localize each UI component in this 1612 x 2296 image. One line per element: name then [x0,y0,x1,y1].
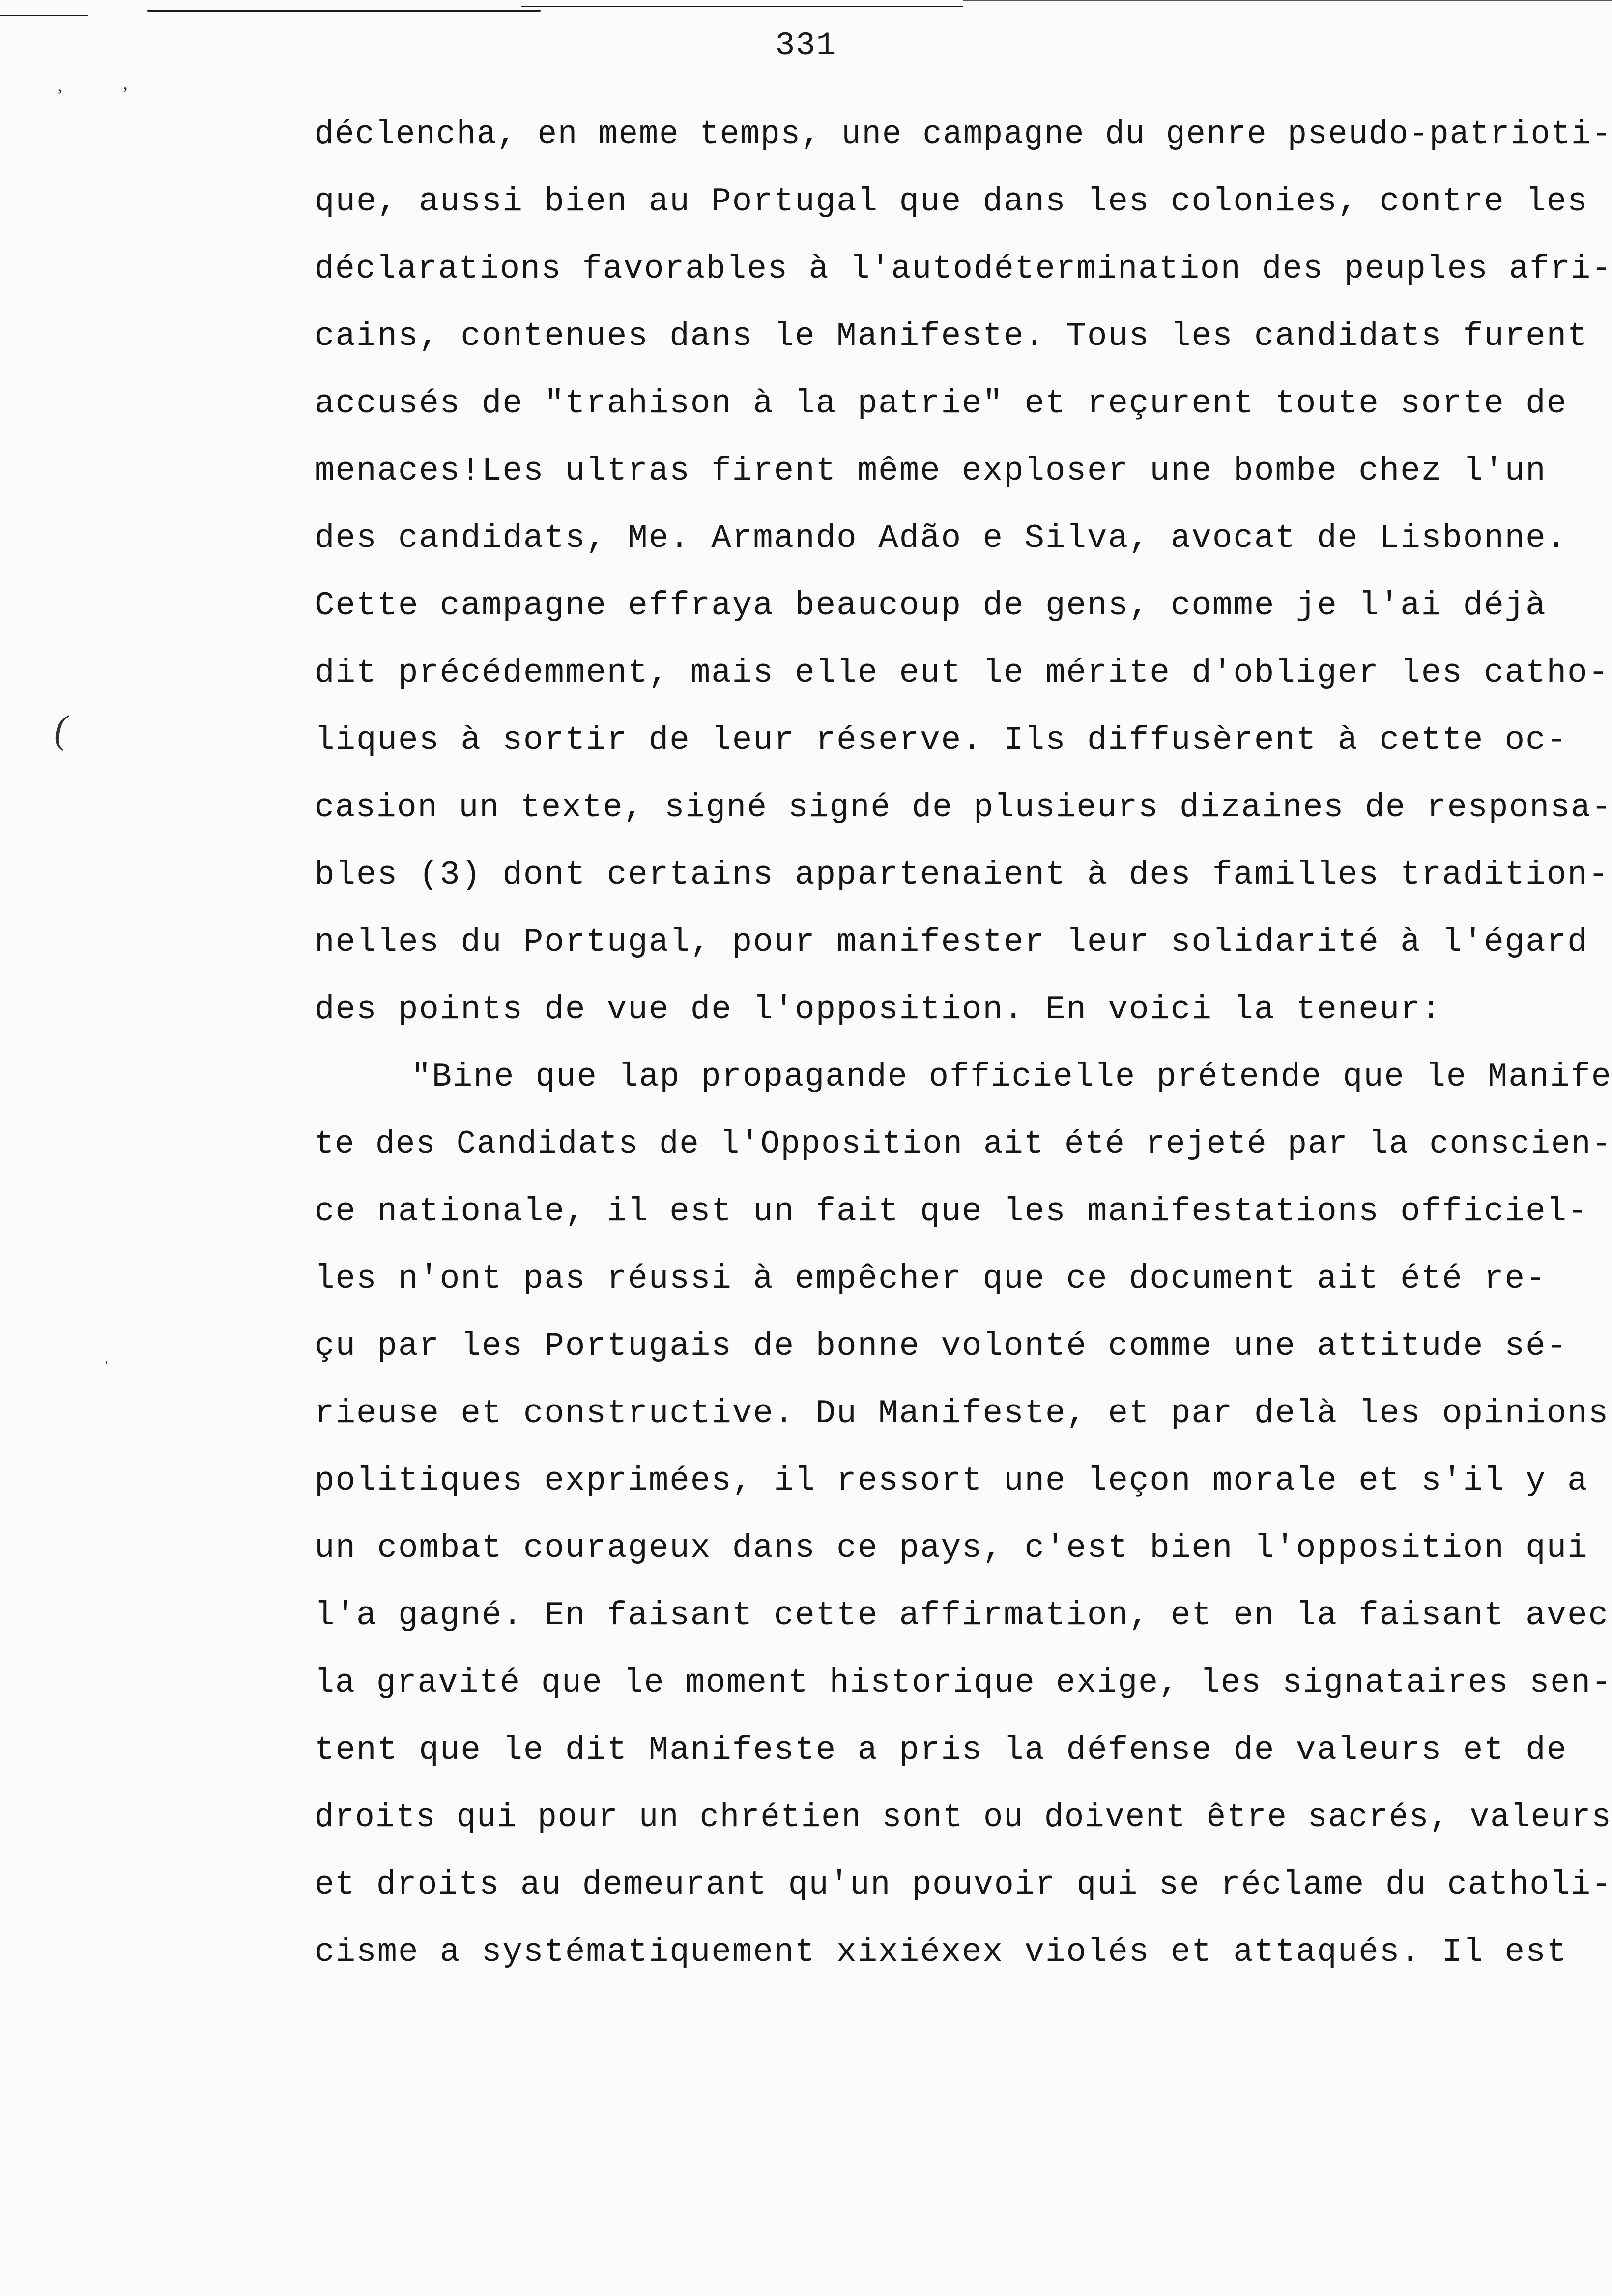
text-line: droits qui pour un chrétien sont ou doivent être sacrés, valeurs [315,1799,1612,1837]
text-line: tent que le dit Manifeste a pris la défense de valeurs et de [315,1731,1568,1769]
text-line: rieuse et constructive. Du Manifeste, et par delà les opinions [315,1395,1610,1433]
text-line: Cette campagne effraya beaucoup de gens, comme je l'ai déjà [315,587,1547,625]
text-line: liques à sortir de leur réserve. Ils diffusèrent à cette oc- [315,721,1568,759]
body-text [315,101,1612,1986]
text-line: les n'ont pas réussi à empêcher que ce document ait été re- [315,1260,1547,1298]
text-line: bles (3) dont certains appartenaient à des familles tradition- [315,856,1610,894]
text-line: te des Candidats de l'Opposition ait été rejeté par la conscien- [315,1125,1612,1163]
paragraph-2-quotation [315,1043,1612,1986]
page-number: 331 [775,27,837,64]
text-line: dit précédemment, mais elle eut le mérite d'obliger les catho- [315,654,1610,692]
text-line: ce nationale, il est un fait que les manifestations officiel- [315,1193,1588,1231]
text-line: çu par les Portugais de bonne volonté comme une attitude sé- [315,1327,1568,1365]
text-line: cains, contenues dans le Manifeste. Tous les candidats furent [315,317,1588,355]
text-line: cisme a systématiquement xixiéxex violés et attaqués. Il est [315,1933,1568,1971]
text-line: que, aussi bien au Portugal que dans les colonies, contre les [315,183,1588,221]
text-line: déclencha, en meme temps, une campagne du genre pseudo-patrioti- [315,115,1612,153]
text-line: menaces!Les ultras firent même exploser une bombe chez l'un [315,452,1547,490]
top-rule-middle [521,6,963,7]
top-rule-right [963,0,1612,1]
top-rule-left [0,15,88,16]
text-line: casion un texte, signé signé de plusieurs dizaines de responsa- [315,789,1612,827]
text-line: accusés de "trahison à la patrie" et reçurent toute sorte de [315,385,1568,423]
text-line: "Bine que lap propagande officielle prétende que le Manife [411,1058,1612,1096]
text-line: et droits au demeurant qu'un pouvoir qui se réclame du catholi- [315,1866,1612,1904]
top-rule-center [147,10,541,12]
margin-mark: ˌ [103,1342,110,1364]
text-line: l'a gagné. En faisant cette affirmation, et en la faisant avec [315,1597,1610,1635]
margin-mark: ¸ [57,72,63,94]
text-line: nelles du Portugal, pour manifester leur solidarité à l'égard [315,923,1588,961]
text-line: un combat courageux dans ce pays, c'est bien l'opposition qui [315,1529,1588,1567]
text-line: politiques exprimées, il ressort une leçon morale et s'il y a [315,1462,1588,1500]
margin-mark: ( [54,708,67,751]
text-line: des candidats, Me. Armando Adão e Silva, avocat de Lisbonne. [315,519,1568,557]
paragraph-1 [315,101,1612,1043]
text-line: déclarations favorables à l'autodétermination des peuples afri- [315,250,1612,288]
text-line: des points de vue de l'opposition. En voici la teneur: [315,991,1442,1029]
text-line: la gravité que le moment historique exige, les signataires sen- [315,1664,1612,1702]
margin-mark: , [123,72,128,94]
